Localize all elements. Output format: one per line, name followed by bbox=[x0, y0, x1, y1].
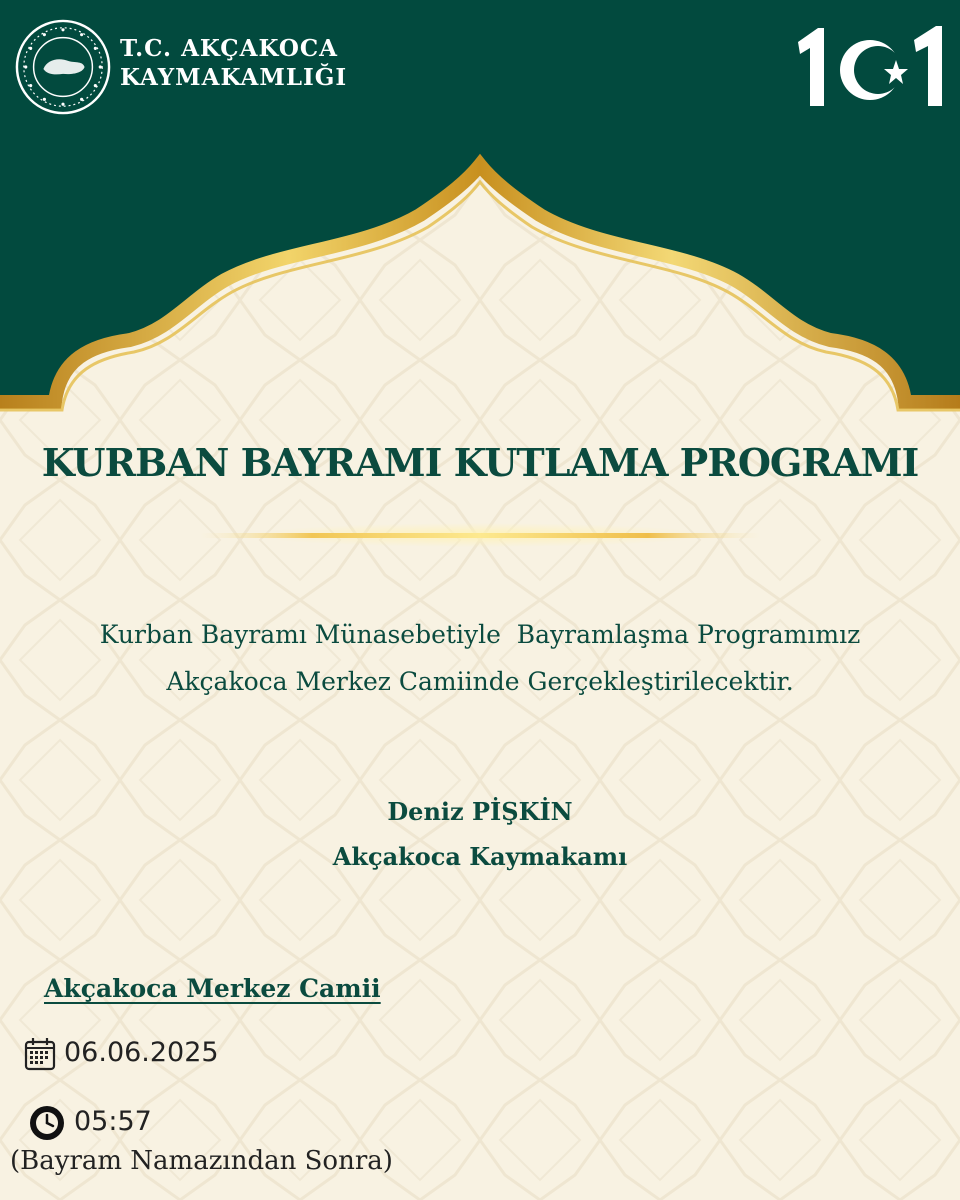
signatory-role: Akçakoca Kaymakamı bbox=[332, 842, 628, 871]
org-line-2: KAYMAKAMLIĞI bbox=[120, 64, 348, 91]
header-organization bbox=[120, 34, 347, 92]
event-date: 06.06.2025 bbox=[64, 1037, 219, 1068]
clock-icon bbox=[28, 1104, 66, 1142]
announcement-line-1: Kurban Bayramı Münasebetiyle Bayramlaşma Programımız bbox=[99, 620, 861, 649]
announcement-line-2: Akçakoca Merkez Camiinde Gerçekleştirilecektir. bbox=[166, 667, 794, 696]
signatory-name: Deniz PİŞKİN bbox=[387, 797, 573, 826]
anniversary-101-logo bbox=[790, 20, 950, 112]
venue-name: Akçakoca Merkez Camii bbox=[44, 974, 381, 1003]
event-time-note: (Bayram Namazından Sonra) bbox=[10, 1146, 393, 1176]
page-title: KURBAN BAYRAMI KUTLAMA PROGRAMI bbox=[41, 440, 919, 485]
event-time: 05:57 bbox=[74, 1106, 152, 1137]
gold-divider bbox=[200, 522, 760, 548]
kaymakamlik-seal-icon bbox=[14, 18, 112, 116]
org-line-1: T.C. AKÇAKOCA bbox=[120, 35, 339, 62]
calendar-icon bbox=[24, 1037, 56, 1071]
